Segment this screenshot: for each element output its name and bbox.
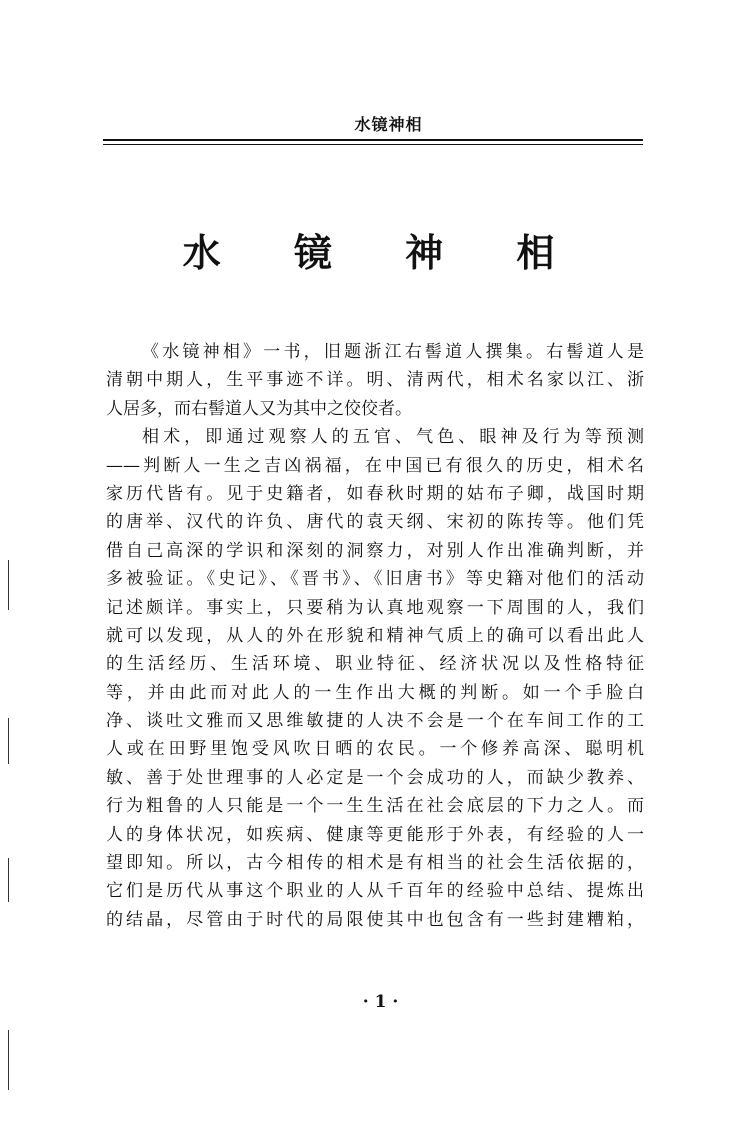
text-line: 的唐举、汉代的许负、唐代的袁天纲、宋初的陈抟等。他们凭	[106, 512, 644, 533]
text-line: 等，并由此而对此人的一生作出大概的判断。如一个手脸白	[106, 682, 644, 703]
text-line: 人居多，而右髻道人又为其中之佼佼者。	[106, 398, 412, 419]
text-line: 净、谈吐文雅而又思维敏捷的人决不会是一个在车间工作的工	[106, 711, 644, 732]
header-rule-thin	[103, 144, 643, 145]
text-line: 望即知。所以，古今相传的相术是有相当的社会生活依据的，	[106, 853, 644, 874]
page-number: · 1 ·	[362, 992, 399, 1012]
text-line: 《水镜神相》一书，旧题浙江右髻道人撰集。右髻道人是	[142, 342, 644, 362]
text-line: 家历代皆有。见于史籍者，如春秋时期的姑布子卿，战国时期	[106, 483, 644, 504]
running-header: 水镜神相	[354, 115, 423, 134]
scan-edge-mark	[8, 858, 9, 902]
scan-edge-mark	[8, 1030, 9, 1090]
text-line: 就可以发现，从人的外在形貌和精神气质上的确可以看出此人	[106, 625, 644, 646]
text-line: 敏、善于处世理事的人必定是一个会成功的人，而缺少教养、	[106, 767, 644, 788]
text-line: 清朝中期人，生平事迹不详。明、清两代，相术名家以江、浙	[106, 370, 644, 391]
text-line: 它们是历代从事这个职业的人从千百年的经验中总结、提炼出	[106, 881, 644, 902]
body-text	[106, 338, 644, 934]
scan-edge-mark	[8, 560, 9, 610]
text-line: ——判断人一生之吉凶祸福，在中国已有很久的历史，相术名	[106, 455, 644, 476]
scan-edge-mark	[8, 718, 9, 764]
text-line: 借自己高深的学识和深刻的洞察力，对别人作出准确判断，并	[106, 540, 644, 561]
text-line: 多被验证。《史记》、《晋书》、《旧唐书》等史籍对他们的活动	[106, 569, 644, 590]
header-rule	[103, 139, 643, 141]
text-line: 记述颇详。事实上，只要稍为认真地观察一下周围的人，我们	[106, 597, 644, 618]
text-line: 人的身体状况，如疾病、健康等更能形于外表，有经验的人一	[106, 824, 644, 845]
chapter-title: 水 镜 神 相	[182, 230, 585, 275]
text-line: 行为粗鲁的人只能是一个一生生活在社会底层的下力之人。而	[106, 796, 644, 817]
text-line: 人或在田野里饱受风吹日晒的农民。一个修养高深、聪明机	[106, 739, 644, 760]
text-line: 相术，即通过观察人的五官、气色、眼神及行为等预测	[142, 427, 644, 448]
text-line: 的结晶，尽管由于时代的局限使其中也包含有一些封建糟粕，	[106, 909, 644, 930]
text-line: 的生活经历、生活环境、职业特征、经济状况以及性格特征	[106, 654, 644, 675]
